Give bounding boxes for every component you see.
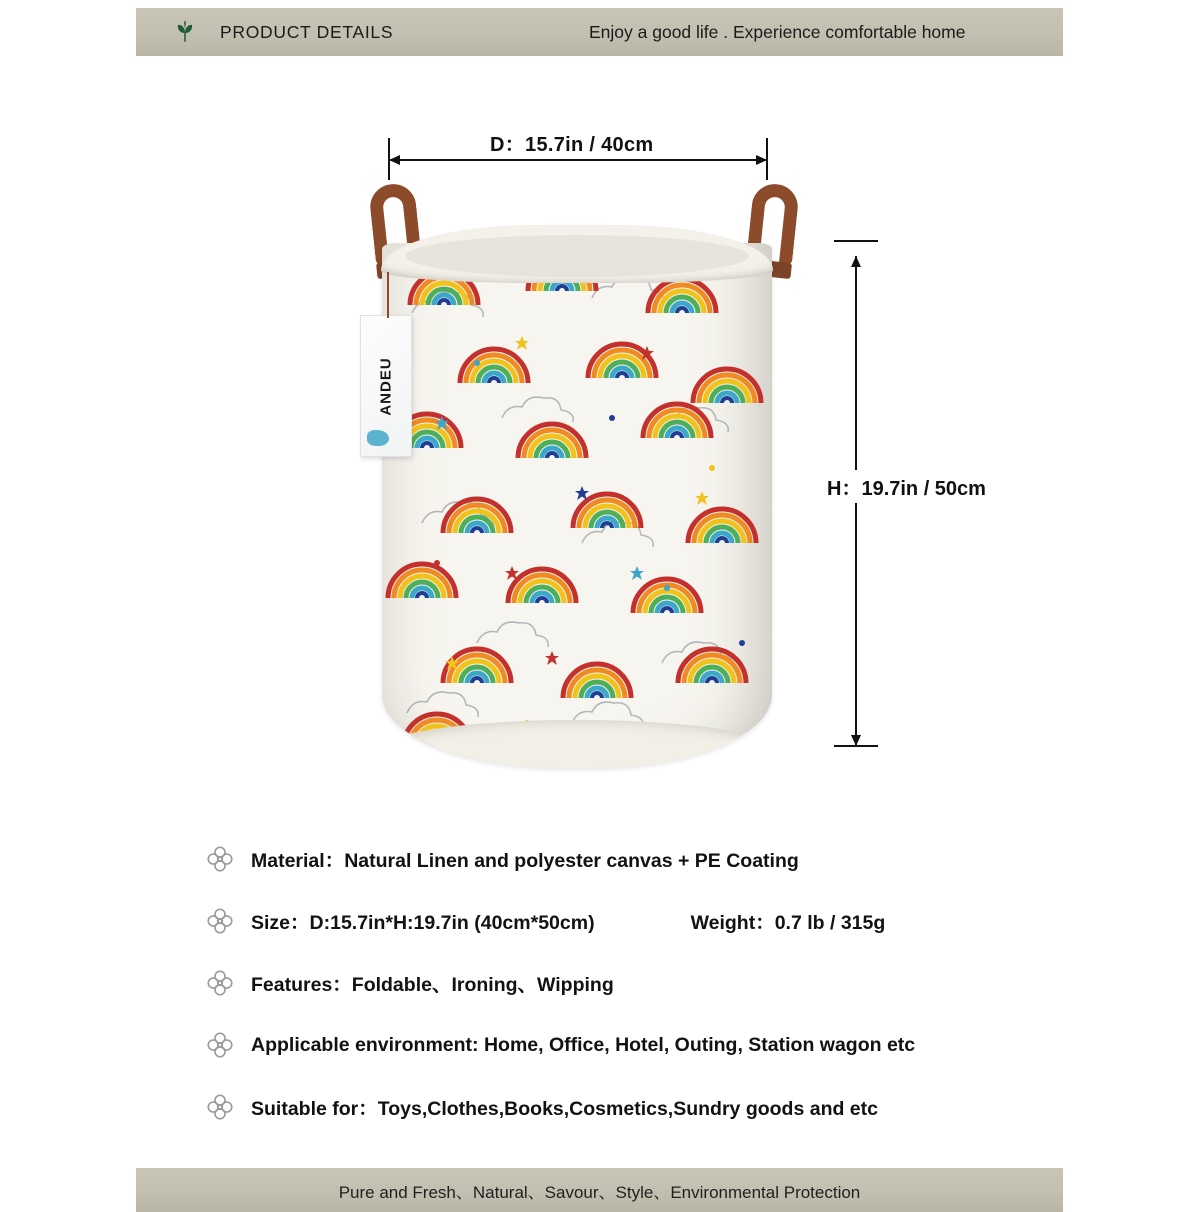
list-item: [205, 890, 1055, 952]
width-dimension-label: D：15.7in / 40cm: [490, 134, 654, 156]
tag-logo-icon: [367, 430, 389, 446]
hang-tag: [360, 315, 412, 457]
basket-rim: [381, 225, 773, 283]
footer-bar: [136, 1168, 1063, 1212]
flower-bullet-icon: [205, 968, 235, 998]
list-item-label: Suitable for：Toys,Clothes,Books,Cosmetics,Sundry goods and etc: [251, 1098, 878, 1120]
list-item-label: Size：D:15.7in*H:19.7in (40cm*50cm): [251, 912, 595, 934]
basket-illustration: [377, 225, 772, 785]
flower-bullet-icon: [205, 1030, 235, 1060]
width-dimension-line: [388, 159, 768, 161]
list-item: [205, 952, 1055, 1014]
tag-string: [387, 272, 389, 318]
product-image: [330, 170, 810, 800]
header-tagline: Enjoy a good life . Experience comfortable home: [589, 21, 966, 42]
weight-label: Weight：0.7 lb / 315g: [690, 912, 886, 934]
footer-label: Pure and Fresh、Natural、Savour、Style、Environmental Protection: [338, 1182, 861, 1202]
list-item-label: Applicable environment: Home, Office, Hotel, Outing, Station wagon etc: [251, 1033, 916, 1056]
leaf-sprout-icon: [172, 19, 198, 45]
flower-bullet-icon: [205, 1092, 235, 1122]
width-arrow-left-icon: [389, 155, 400, 165]
flower-bullet-icon: [205, 844, 235, 874]
list-item: [205, 1076, 1055, 1138]
basket-bottom: [382, 720, 772, 768]
height-tick-top: [834, 240, 878, 242]
width-arrow-right-icon: [756, 155, 767, 165]
height-arrow-up-icon: [851, 256, 861, 267]
rainbow-pattern: [382, 243, 772, 768]
feature-list: [205, 828, 1055, 1138]
basket-body: [382, 243, 772, 768]
flower-bullet-icon: [205, 906, 235, 936]
list-item: [205, 828, 1055, 890]
height-arrow-down-icon: [851, 735, 861, 746]
brand-tag-label: ANDEU: [377, 356, 395, 416]
list-item: [205, 1014, 1055, 1076]
header-bar: [136, 8, 1063, 56]
list-item-label: Material：Natural Linen and polyester canvas + PE Coating: [251, 850, 799, 872]
list-item-label: Features：Foldable、Ironing、Wipping: [251, 974, 614, 996]
rim-inner-shadow: [405, 235, 749, 277]
page-title: PRODUCT DETAILS: [220, 21, 394, 42]
height-dimension-label: H：19.7in / 50cm: [824, 470, 989, 503]
